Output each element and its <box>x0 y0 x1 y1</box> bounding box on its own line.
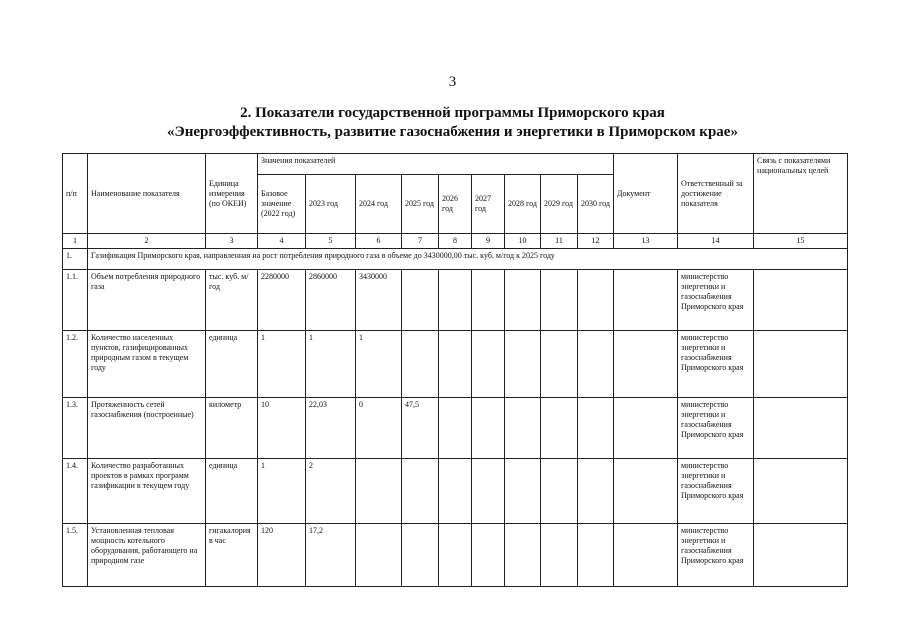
section-num: 1. <box>63 249 88 270</box>
value-2027 <box>472 524 505 587</box>
value-2025: 47,5 <box>402 398 439 459</box>
header-2028: 2028 год <box>505 175 541 234</box>
value-2026 <box>439 524 472 587</box>
value-2024 <box>356 524 402 587</box>
value-2023: 22,03 <box>306 398 356 459</box>
row-num: 1.1. <box>63 270 88 331</box>
document-cell <box>614 270 678 331</box>
value-2023: 2860000 <box>306 270 356 331</box>
header-2023: 2023 год <box>306 175 356 234</box>
column-number: 8 <box>439 234 472 249</box>
indicator-row <box>63 459 848 524</box>
value-2029 <box>541 459 578 524</box>
header-2024: 2024 год <box>356 175 402 234</box>
value-2030 <box>578 331 614 398</box>
indicator-name: Установленная тепловая мощность котельного оборудования, работающего на природном газе <box>88 524 206 587</box>
title-line-1: 2. Показатели государственной программы Приморского края <box>240 105 665 121</box>
header-document: Документ <box>614 154 678 234</box>
column-number: 10 <box>505 234 541 249</box>
value-2030 <box>578 524 614 587</box>
column-number: 15 <box>754 234 848 249</box>
value-base: 120 <box>258 524 306 587</box>
value-2025 <box>402 270 439 331</box>
column-number: 7 <box>402 234 439 249</box>
value-base: 10 <box>258 398 306 459</box>
value-2023: 17,2 <box>306 524 356 587</box>
row-num: 1.3. <box>63 398 88 459</box>
column-number: 12 <box>578 234 614 249</box>
value-2027 <box>472 459 505 524</box>
responsible-cell: министерство энергетики и газоснабжения Приморского края <box>678 398 754 459</box>
header-2029: 2029 год <box>541 175 578 234</box>
link-cell <box>754 398 848 459</box>
link-cell <box>754 524 848 587</box>
indicator-row <box>63 398 848 459</box>
value-2028 <box>505 270 541 331</box>
column-number: 13 <box>614 234 678 249</box>
value-2026 <box>439 459 472 524</box>
value-2027 <box>472 331 505 398</box>
indicator-unit: километр <box>206 398 258 459</box>
value-2028 <box>505 331 541 398</box>
indicator-row <box>63 270 848 331</box>
value-base: 2280000 <box>258 270 306 331</box>
header-num: п/п <box>63 154 88 234</box>
header-2030: 2030 год <box>578 175 614 234</box>
responsible-cell: министерство энергетики и газоснабжения Приморского края <box>678 331 754 398</box>
row-num: 1.2. <box>63 331 88 398</box>
link-cell <box>754 459 848 524</box>
column-number: 14 <box>678 234 754 249</box>
column-number: 4 <box>258 234 306 249</box>
indicator-row <box>63 524 848 587</box>
title-line-2: «Энергоэффективность, развитие газоснабжения и энергетики в Приморском крае» <box>167 124 738 140</box>
document-cell <box>614 459 678 524</box>
column-number: 3 <box>206 234 258 249</box>
document-cell <box>614 331 678 398</box>
value-2025 <box>402 331 439 398</box>
document-cell <box>614 398 678 459</box>
indicator-unit: единица <box>206 459 258 524</box>
indicators-table <box>62 153 848 587</box>
header-unit: Единица измерения (по ОКЕИ) <box>206 154 258 234</box>
value-2025 <box>402 524 439 587</box>
value-2023: 2 <box>306 459 356 524</box>
column-number: 11 <box>541 234 578 249</box>
value-2026 <box>439 270 472 331</box>
value-2025 <box>402 459 439 524</box>
value-2028 <box>505 398 541 459</box>
column-number: 5 <box>306 234 356 249</box>
header-responsible: Ответственный за достижение показателя <box>678 154 754 234</box>
section-title: Газификация Приморского края, направленная на рост потребления природного газа в объеме до 3430000,00 тыс. куб. м/год к 2025 году <box>88 249 848 270</box>
document-cell <box>614 524 678 587</box>
row-num: 1.4. <box>63 459 88 524</box>
value-2024: 1 <box>356 331 402 398</box>
section-row <box>63 249 848 270</box>
indicator-unit: единица <box>206 331 258 398</box>
header-2025: 2025 год <box>402 175 439 234</box>
header-row-1 <box>63 154 848 175</box>
header-name: Наименование показателя <box>88 154 206 234</box>
value-2029 <box>541 270 578 331</box>
header-2027: 2027 год <box>472 175 505 234</box>
value-2030 <box>578 270 614 331</box>
value-2024 <box>356 459 402 524</box>
value-2030 <box>578 398 614 459</box>
indicator-unit: тыс. куб. м/год <box>206 270 258 331</box>
value-2029 <box>541 398 578 459</box>
responsible-cell: министерство энергетики и газоснабжения Приморского края <box>678 270 754 331</box>
indicator-row <box>63 331 848 398</box>
header-link: Связь с показателями национальных целей <box>754 154 848 234</box>
page-title <box>0 104 905 142</box>
value-2028 <box>505 524 541 587</box>
column-number: 6 <box>356 234 402 249</box>
indicator-unit: гигакалория в час <box>206 524 258 587</box>
link-cell <box>754 331 848 398</box>
value-2027 <box>472 398 505 459</box>
header-base: Базовое значение (2022 год) <box>258 175 306 234</box>
column-number: 1 <box>63 234 88 249</box>
indicator-name: Количество разработанных проектов в рамках программ газификации в текущем году <box>88 459 206 524</box>
column-number-row <box>63 234 848 249</box>
value-2029 <box>541 524 578 587</box>
row-num: 1.5. <box>63 524 88 587</box>
page-number: 3 <box>448 74 457 90</box>
header-values-group: Значения показателей <box>258 154 614 175</box>
column-number: 9 <box>472 234 505 249</box>
value-2024: 0 <box>356 398 402 459</box>
value-2027 <box>472 270 505 331</box>
value-2026 <box>439 398 472 459</box>
value-2030 <box>578 459 614 524</box>
value-base: 1 <box>258 459 306 524</box>
link-cell <box>754 270 848 331</box>
responsible-cell: министерство энергетики и газоснабжения Приморского края <box>678 459 754 524</box>
indicator-name: Количество населенных пунктов, газифицированных природным газом в текущем году <box>88 331 206 398</box>
value-2028 <box>505 459 541 524</box>
value-2029 <box>541 331 578 398</box>
header-2026: 2026 год <box>439 175 472 234</box>
indicator-name: Объем потребления природного газа <box>88 270 206 331</box>
column-number: 2 <box>88 234 206 249</box>
indicator-name: Протяженность сетей газоснабжения (построенные) <box>88 398 206 459</box>
value-2023: 1 <box>306 331 356 398</box>
responsible-cell: министерство энергетики и газоснабжения Приморского края <box>678 524 754 587</box>
value-base: 1 <box>258 331 306 398</box>
value-2026 <box>439 331 472 398</box>
value-2024: 3430000 <box>356 270 402 331</box>
